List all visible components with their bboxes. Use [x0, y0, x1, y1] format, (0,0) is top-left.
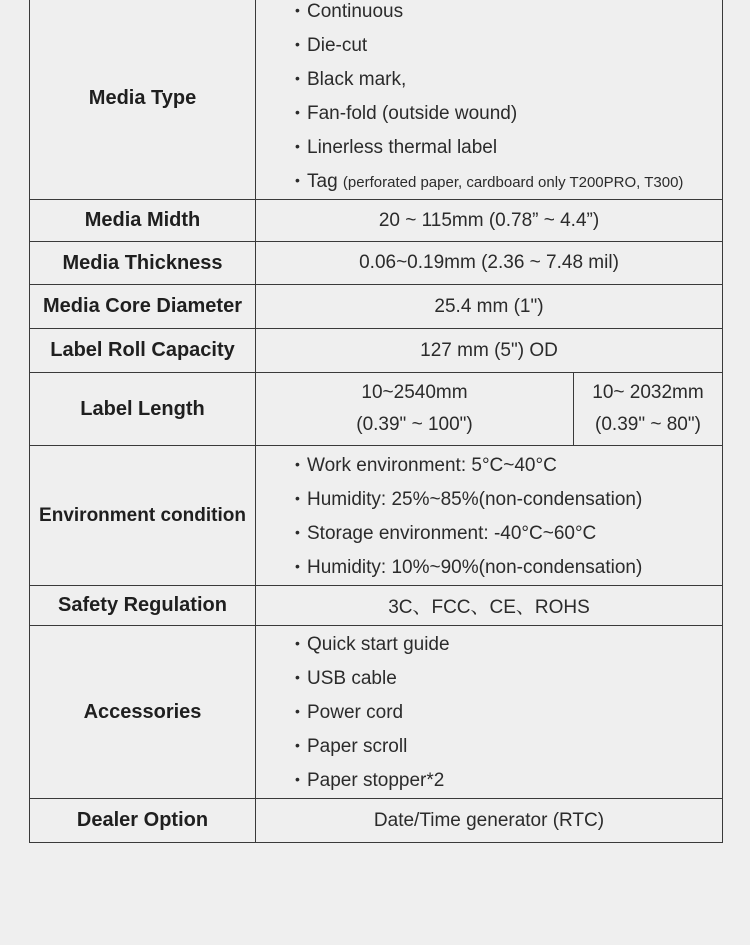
environment-label: Environment condition [30, 446, 256, 586]
accessories-label: Accessories [30, 626, 256, 799]
list-item: • USB cable [295, 661, 722, 695]
media-thickness-value: 0.06~0.19mm (2.36 ~ 7.48 mil) [256, 242, 723, 285]
list-item: • Humidity: 25%~85%(non-condensation) [295, 482, 722, 516]
environment-value [256, 446, 723, 586]
row-safety [30, 586, 723, 626]
media-type-list [256, 0, 722, 199]
dealer-label: Dealer Option [30, 799, 256, 843]
label-length-a-line2: (0.39" ~ 100") [356, 414, 473, 435]
row-accessories [30, 626, 723, 799]
tag-note: (perforated paper, cardboard only T200PRO, T300) [342, 174, 684, 191]
list-item: • Paper stopper*2 [295, 763, 722, 797]
media-thickness-label: Media Thickness [30, 242, 256, 285]
list-item-tag [295, 164, 722, 199]
row-label-roll [30, 329, 723, 373]
tag-label: Tag [307, 171, 338, 192]
list-item: • Fan-fold (outside wound) [295, 96, 722, 130]
row-dealer [30, 799, 723, 843]
row-media-type [30, 0, 723, 200]
safety-label: Safety Regulation [30, 586, 256, 626]
media-core-label: Media Core Diameter [30, 285, 256, 329]
list-item: • Linerless thermal label [295, 130, 722, 164]
list-item: • Quick start guide [295, 627, 722, 661]
media-type-value [256, 0, 723, 200]
media-width-value: 20 ~ 115mm (0.78” ~ 4.4”) [256, 200, 723, 242]
label-length-value-a [256, 373, 574, 446]
media-core-value: 25.4 mm (1") [256, 285, 723, 329]
list-item: • Work environment: 5°C~40°C [295, 448, 722, 482]
list-item: • Storage environment: -40°C~60°C [295, 516, 722, 550]
spec-table [29, 0, 723, 843]
media-type-label: Media Type [30, 0, 256, 200]
list-item: • Die-cut [295, 28, 722, 62]
accessories-list [256, 627, 722, 797]
dealer-value: Date/Time generator (RTC) [256, 799, 723, 843]
accessories-value [256, 626, 723, 799]
media-width-label: Media Midth [30, 200, 256, 242]
label-length-label: Label Length [30, 373, 256, 446]
list-item: • Paper scroll [295, 729, 722, 763]
label-length-value-b [574, 373, 723, 446]
label-roll-value: 127 mm (5") OD [256, 329, 723, 373]
list-item: • Continuous [295, 0, 722, 28]
list-item: • Power cord [295, 695, 722, 729]
list-item: • Humidity: 10%~90%(non-condensation) [295, 550, 722, 584]
label-length-a-line1: 10~2540mm [361, 382, 468, 403]
list-item: • Black mark, [295, 62, 722, 96]
row-environment [30, 446, 723, 586]
row-label-length [30, 373, 723, 446]
label-roll-label: Label Roll Capacity [30, 329, 256, 373]
label-length-b-line2: (0.39" ~ 80") [595, 414, 701, 435]
environment-list [256, 448, 722, 584]
label-length-b-line1: 10~ 2032mm [592, 382, 704, 403]
row-media-thickness [30, 242, 723, 285]
safety-value: 3C、FCC、CE、ROHS [256, 586, 723, 626]
row-media-width [30, 200, 723, 242]
row-media-core [30, 285, 723, 329]
